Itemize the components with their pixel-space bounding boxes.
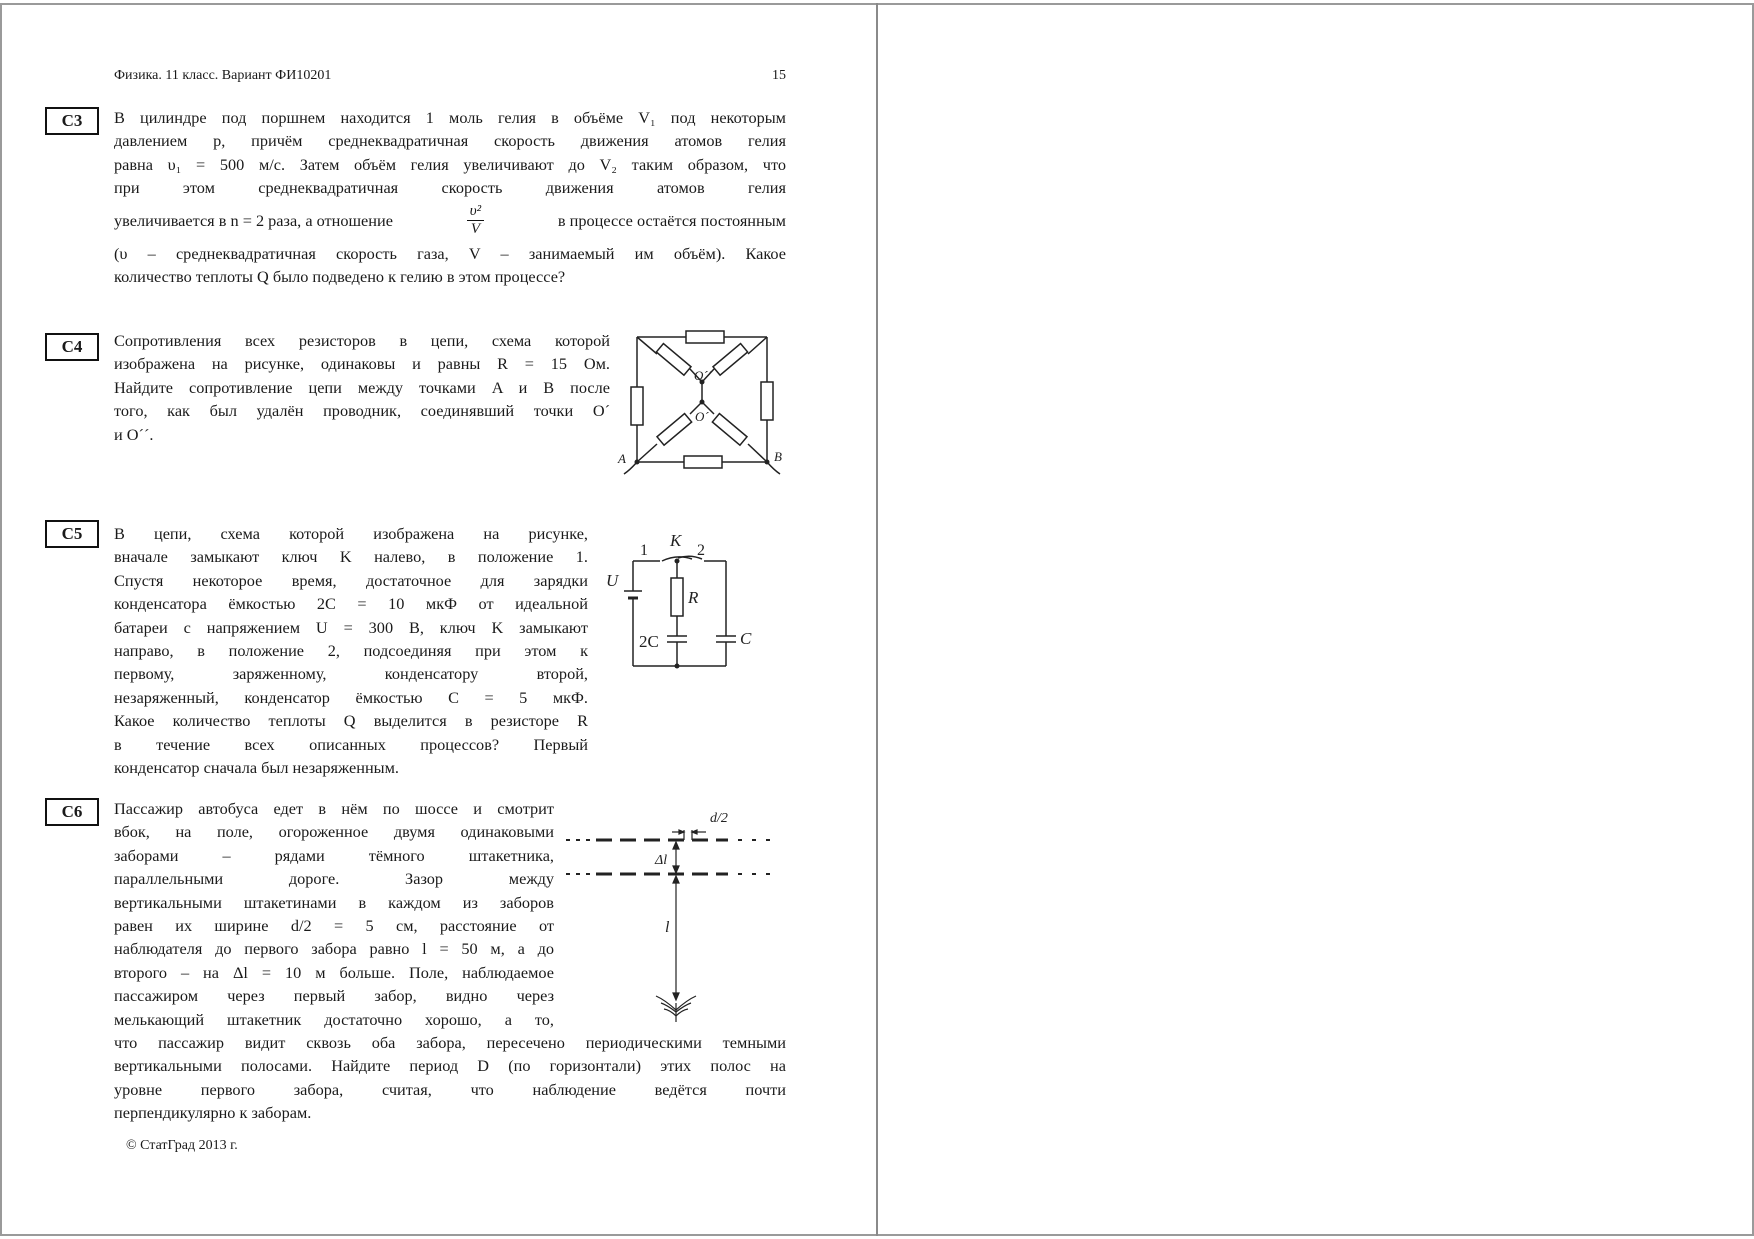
text-line: того, как был удалён проводник, соединявший точки O´	[114, 401, 610, 421]
text-line: мелькающий штакетник достаточно хорошо, а то,	[114, 1009, 554, 1029]
text-line: равна υ₁ = 500 м/с. Затем объём гелия увеличивают до V₂ таким образом, что	[114, 154, 786, 174]
text-line: батареи с напряжением U = 300 В, ключ K замыкают	[114, 617, 588, 637]
key-label: K	[670, 531, 682, 550]
fraction-numerator: υ²	[467, 203, 484, 221]
text-line: В цепи, схема которой изображена на рисунке,	[114, 524, 588, 543]
c5-circuit-diagram	[600, 528, 770, 673]
text-line: конденсатора ёмкостью 2C = 10 мкФ от идеальной	[114, 594, 588, 614]
label-o-prime: O´	[695, 409, 709, 424]
fraction-denominator: V	[470, 221, 481, 238]
problem-c6-text-narrow	[114, 797, 554, 1031]
problem-label-c3: С3	[45, 107, 99, 135]
problem-c5-text	[114, 522, 588, 779]
problem-c3-text	[114, 106, 786, 288]
text-line: Пассажир автобуса едет в нём по шоссе и смотрит	[114, 799, 554, 818]
label-b: B	[774, 449, 782, 464]
battery-label: U	[606, 571, 619, 590]
text-line: пассажиром через первый забор, видно через	[114, 986, 554, 1006]
c6-fence-diagram	[560, 800, 790, 1030]
problem-c6-text-wide	[114, 1031, 786, 1125]
text-line: давлением p, причём среднеквадратичная скорость движения атомов гелия	[114, 131, 786, 151]
text-fragment: увеличивается в n = 2 раза, а отношение	[114, 210, 393, 230]
text-line: перпендикулярно к заборам.	[114, 1103, 312, 1123]
text-line: заборами – рядами тёмного штакетника,	[114, 845, 554, 865]
text-line: вначале замыкают ключ K налево, в положение 1.	[114, 547, 588, 567]
text-line: уровне первого забора, считая, что наблюдение ведётся почти	[114, 1079, 786, 1099]
l-label: l	[665, 919, 670, 936]
key-position-1: 1	[640, 542, 648, 559]
fraction	[467, 203, 484, 238]
delta-l-label: Δl	[655, 853, 668, 868]
text-line: при этом среднеквадратичная скорость движения атомов гелия	[114, 178, 786, 198]
text-line: В цилиндре под поршнем находится 1 моль гелия в объёме V₁ под некоторым	[114, 108, 786, 127]
text-line: вертикальными полосами. Найдите период D (по горизонтали) этих полос на	[114, 1056, 786, 1076]
text-line: Сопротивления всех резисторов в цепи, схема которой	[114, 331, 610, 350]
text-line: изображена на рисунке, одинаковы и равны R = 15 Ом.	[114, 354, 610, 374]
capacitor-2c-label: 2C	[639, 632, 659, 651]
c4-circuit-diagram	[612, 322, 792, 482]
key-position-2: 2	[697, 542, 705, 559]
text-line: второго – на Δl = 10 м больше. Поле, наблюдаемое	[114, 962, 554, 982]
text-line: Спустя некоторое время, достаточное для зарядки	[114, 570, 588, 590]
text-line-with-fraction	[114, 200, 786, 242]
text-line: Какое количество теплоты Q выделится в резисторе R	[114, 711, 588, 731]
copyright: © СтатГрад 2013 г.	[126, 1138, 238, 1153]
page-number: 15	[772, 68, 786, 83]
page-header	[114, 68, 786, 84]
page-divider	[876, 3, 878, 1236]
text-line: направо, в положение 2, подсоединяя при этом к	[114, 640, 588, 660]
text-line: что пассажир видит сквозь оба забора, пересечено периодическими темными	[114, 1033, 786, 1052]
problem-label-c4: С4	[45, 333, 99, 361]
text-line: и O´´.	[114, 424, 154, 444]
header-title: Физика. 11 класс. Вариант ФИ10201	[114, 68, 332, 83]
label-o-double-prime: O´´	[694, 368, 713, 383]
text-line: Найдите сопротивление цепи между точками A и B после	[114, 377, 610, 397]
text-line: равен их ширине d/2 = 5 см, расстояние от	[114, 915, 554, 935]
problem-c4-text	[114, 329, 610, 446]
problem-label-c5: С5	[45, 520, 99, 548]
text-line: незаряженный, конденсатор ёмкостью C = 5 мкФ.	[114, 687, 588, 707]
text-line: наблюдателя до первого забора равно l = 50 м, а до	[114, 939, 554, 959]
text-fragment: в процессе остаётся постоянным	[557, 210, 786, 230]
d-half-label: d/2	[710, 811, 728, 826]
text-line: количество теплоты Q было подведено к гелию в этом процессе?	[114, 266, 566, 286]
text-line: параллельными дороге. Зазор между	[114, 869, 554, 889]
label-a: A	[618, 451, 626, 466]
text-line: (υ – среднеквадратичная скорость газа, V – занимаемый им объём). Какое	[114, 243, 786, 263]
text-line: вбок, на поле, огороженное двумя одинаковыми	[114, 822, 554, 842]
text-line: конденсатор сначала был незаряженным.	[114, 757, 399, 777]
text-line: вертикальными штакетинами в каждом из заборов	[114, 892, 554, 912]
text-line: первому, заряженному, конденсатору второй,	[114, 664, 588, 684]
resistor-label: R	[688, 588, 699, 607]
capacitor-c-label: C	[740, 629, 752, 648]
problem-label-c6: С6	[45, 798, 99, 826]
text-line: в течение всех описанных процессов? Первый	[114, 734, 588, 754]
